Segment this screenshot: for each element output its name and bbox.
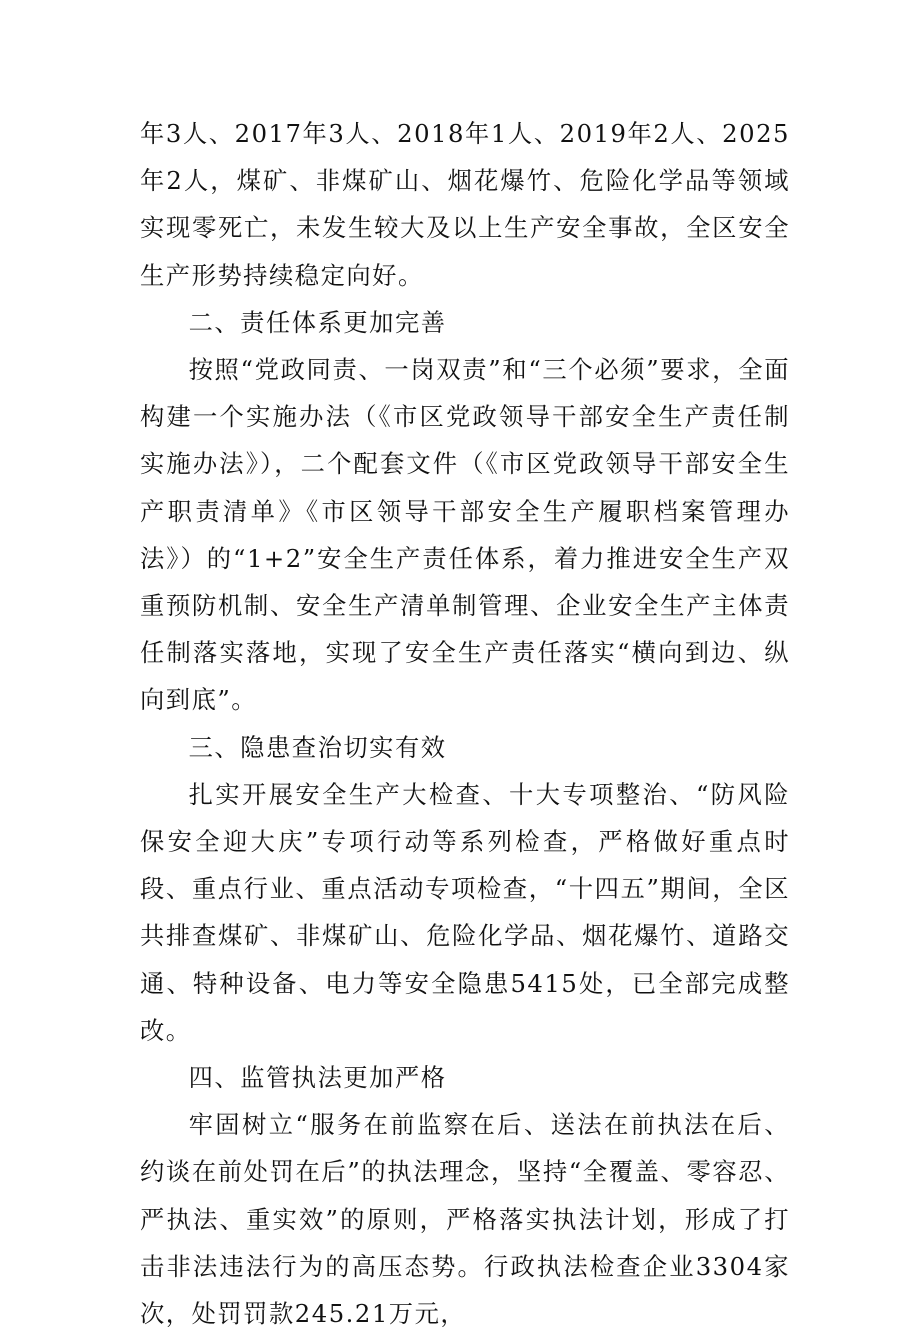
- section-heading-responsibility-system: 二、责任体系更加完善: [188, 307, 447, 337]
- section-heading-hazard-inspection: 三、隐患查治切实有效: [188, 732, 447, 762]
- document-page: [140, 110, 790, 1337]
- paragraph-responsibility-system: 按照“党政同责、一岗双责”和“三个必须”要求，全面构建一个实施办法（《市区党政领导干部安全生产责任制实施办法》），二个配套文件（《市区党政领导干部安全生产职责清单》《市区领导干部安全生产履职档案管理办法》）的“1+2”安全生产责任体系，着力推进安全生产双重预防机制、安全生产清单制管理、企业安全生产主体责任制落实落地，实现了安全生产责任落实“横向到边、纵向到底”。: [140, 355, 790, 715]
- paragraph-continuation: 年3人、2017年3人、2018年1人、2019年2人、2025年2人，煤矿、非煤矿山、烟花爆竹、危险化学品等领域实现零死亡，未发生较大及以上生产安全事故，全区安全生产形势持续稳定向好。: [140, 119, 790, 290]
- section-heading-law-enforcement: 四、监管执法更加严格: [188, 1063, 447, 1093]
- paragraph-hazard-inspection: 扎实开展安全生产大检查、十大专项整治、“防风险保安全迎大庆”专项行动等系列检查，严格做好重点时段、重点行业、重点活动专项检查，“十四五”期间，全区共排查煤矿、非煤矿山、危险化学品、烟花爆竹、道路交通、特种设备、电力等安全隐患5415处，已全部完成整改。: [140, 779, 790, 1045]
- paragraph-law-enforcement: 牢固树立“服务在前监察在后、送法在前执法在后、约谈在前处罚在后”的执法理念，坚持“全覆盖、零容忍、严执法、重实效”的原则，严格落实执法计划，形成了打击非法违法行为的高压态势。行政执法检查企业3304家次，处罚罚款245.21万元，: [140, 1110, 790, 1329]
